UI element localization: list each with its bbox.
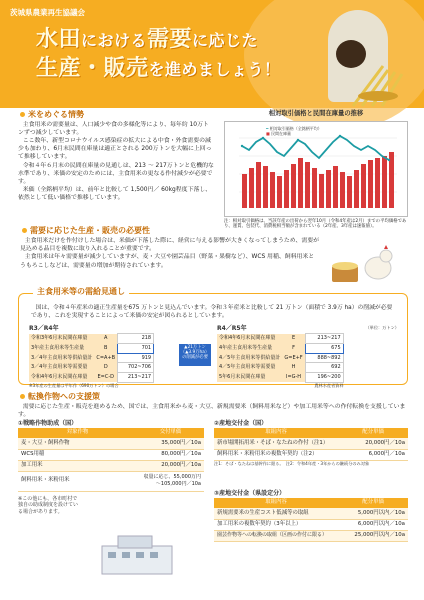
conversion-support-section: [18, 392, 408, 419]
table-row: 園芸作物等への転換の取組（区画の作付に限る） 25,000円以内／10a: [214, 530, 408, 541]
reduction-arrow: ▲21万トン（▲3.9万ha）の削減が必要: [179, 344, 211, 366]
card-note: ※この他にも、各市町村で独自の助成制度を設けている場合があります。: [18, 495, 79, 516]
card-heading: ①戦略作物助成（国）: [18, 420, 78, 427]
table-footnote: ※3年産の生産量は平年作（690万トン）の場合: [29, 382, 119, 388]
paragraph: 主食用米は年々需要量が減少していますが、麦・大豆や園芸品目（野菜・果樹など）、WCS 用稲、飼料用米とうもろこしなどは、需要量の増加が期待されています。: [20, 254, 315, 269]
table-row: WCS用稲 80,000円／10a: [18, 449, 204, 460]
table-source: 農林水産省資料: [314, 382, 344, 388]
table-row: 3年産主食用米等生産量 B 701: [29, 343, 154, 353]
table-row: 4／5年主食用米等供給量計 G=E+F 888~892: [217, 353, 343, 363]
strategic-crop-card: [18, 420, 204, 580]
card-heading: ②産地交付金（国）: [214, 420, 268, 427]
facility-illustration: [92, 532, 188, 576]
legend-entry: ■ 民間在庫量: [266, 130, 292, 136]
prefecture-grant-card: [214, 490, 408, 580]
table-row: 令和3年6月末民間在庫量 A 218: [29, 334, 154, 344]
rice-bundle-illustration: [348, 58, 418, 108]
r4-table: [217, 333, 344, 383]
table-row: 4／5年主食用米等需要量 H 692: [217, 363, 343, 373]
footer-space: [0, 584, 424, 600]
r3-table-block: [29, 325, 154, 389]
paragraph: 主食用米だけを作付けした場合は、米価が下落した際に、経営に与える影響が大きくなってしまうため、需要が見込める品目を複数に取り入れることが重要です。: [20, 237, 320, 253]
section-heading: 需要に応じた生産・販売の必要性: [20, 226, 406, 237]
table-row: 5年6月末民間在庫量 I=G-H 196~200: [217, 373, 343, 383]
chart-title: 相対取引価格と民間在庫量の推移: [268, 110, 364, 117]
table-header-row: 取組内容 配分単価: [214, 498, 408, 508]
r3-table: [29, 333, 154, 383]
table-row: 麦・大豆・飼料作物 35,000円／10a: [18, 438, 204, 449]
rice-situation-section: [18, 110, 214, 202]
legend-entry: ━ 相対取引価格（全銘柄平均）: [266, 125, 322, 131]
supply-demand-outlook-box: [18, 287, 408, 388]
chart-note: 注：相対取引価格は、当該年産の出荷から翌年10月（令和4年産は2月）までの平均価格であり、運賃、包装代、消費税相当額が含まれている（2年産、3年産は速報値）。: [224, 218, 407, 230]
demand-section: [20, 226, 406, 270]
production-area-grant-card: [214, 420, 408, 486]
table-row: 新市場開拓用米・そば・なたねの作付（注1） 20,000円／10a: [214, 438, 408, 449]
table-row: 新規需要米の生産コスト低減等の取組 5,000円以内／10a: [214, 508, 408, 519]
table-row: 加工用米の複数年契約（3年以上） 6,000円以内／10a: [214, 519, 408, 530]
table-row: 3／4年主食用米等供給量計 C=A+B 919: [29, 353, 154, 363]
box-heading: 主食用米等の需給見通し: [33, 287, 129, 298]
production-area-grant-table: [214, 428, 408, 461]
table-header-row: 取組内容 配分単価: [214, 428, 408, 438]
unit-label: （単位：万トン）: [365, 325, 399, 330]
card-heading: ③産地交付金（県設定分）: [214, 490, 286, 497]
table-header-row: 対象作物 交付単価: [18, 428, 204, 438]
paragraph: 令和４年６月末の民間在庫量の見通しは、213 ～ 217万トンと危機的な水準であり、米価の安定のためには、主食用米の更なる作付減少が必要です。: [18, 162, 214, 185]
paragraph: 主食用米の需要量は、人口減少や食の多様化等により、毎年約 10万トンずつ減少しています。: [18, 121, 209, 136]
page-title: 水田における需要に応じた 生産・販売を進めましょう！: [36, 27, 281, 81]
table-row: 飼料用米・米粉用米 収量に応じ、55,000万円～105,000円／10a: [18, 471, 204, 491]
paragraph: ここ数年、新型コロナウイルス感染症の拡大による中食・外食需要の減少も加わり、6月末民間在庫量は適正とされる 200万トンを大幅に上回って推移しています。: [18, 138, 212, 161]
table-row: 令和4年6月末民間在庫量 E=C-D 213~217: [29, 373, 154, 383]
r4-table-block: [217, 325, 344, 389]
prefecture-grant-table: [214, 498, 408, 542]
rice-and-chicken-illustration: [326, 240, 398, 286]
paragraph: 国は、令和４年産米の適正生産量を675 万トンと見込んでいます。令和３年産米と比較して 21 万トン（面積で 3.9万 ha）の削減が必要であり、これを実現することによって米価の安定が図られるとしています。: [31, 305, 393, 320]
organization-name: 茨城県農業再生協議会: [10, 8, 85, 17]
table-row: 3／4年主食用米等需要量 D 702~706: [29, 363, 154, 373]
table-title: R3／R4年: [29, 325, 59, 332]
table-title: R4／R5年: [217, 325, 247, 332]
paragraph: 需要に応じた生産・販売を進めるため、国では、主食用米から麦・大豆、新規需要米（飼料用米など）や加工用米等への作付転換を支援しています。: [18, 403, 406, 419]
paragraph: 米価（全銘柄平均）は、前年と比較して 1,500円／ 60kg程度下落し、依然として低い価格で推移しています。: [18, 186, 212, 202]
table-row: 飼料用米・米粉用米の複数年契約（注2） 6,000円／10a: [214, 449, 408, 460]
table-row: 令和4年6月末民間在庫量 E 213~217: [217, 334, 343, 344]
section-heading: 転換作物への支援策: [18, 392, 408, 403]
table-row: 4年産主食用米等生産量 F 675: [217, 343, 343, 353]
header-banner: [0, 0, 424, 108]
chart-panel: [224, 110, 408, 230]
card-note: 注1：そば・なたねは基幹作に限る。 注2：令和4年産・3年からの継続分のみ対象: [214, 460, 370, 466]
section-heading: 米をめぐる情勢: [18, 110, 214, 121]
chart-legend: [265, 125, 323, 138]
chart: [224, 121, 408, 217]
table-row: 加工用米 20,000円／10a: [18, 460, 204, 471]
strategic-crop-table: [18, 428, 204, 492]
